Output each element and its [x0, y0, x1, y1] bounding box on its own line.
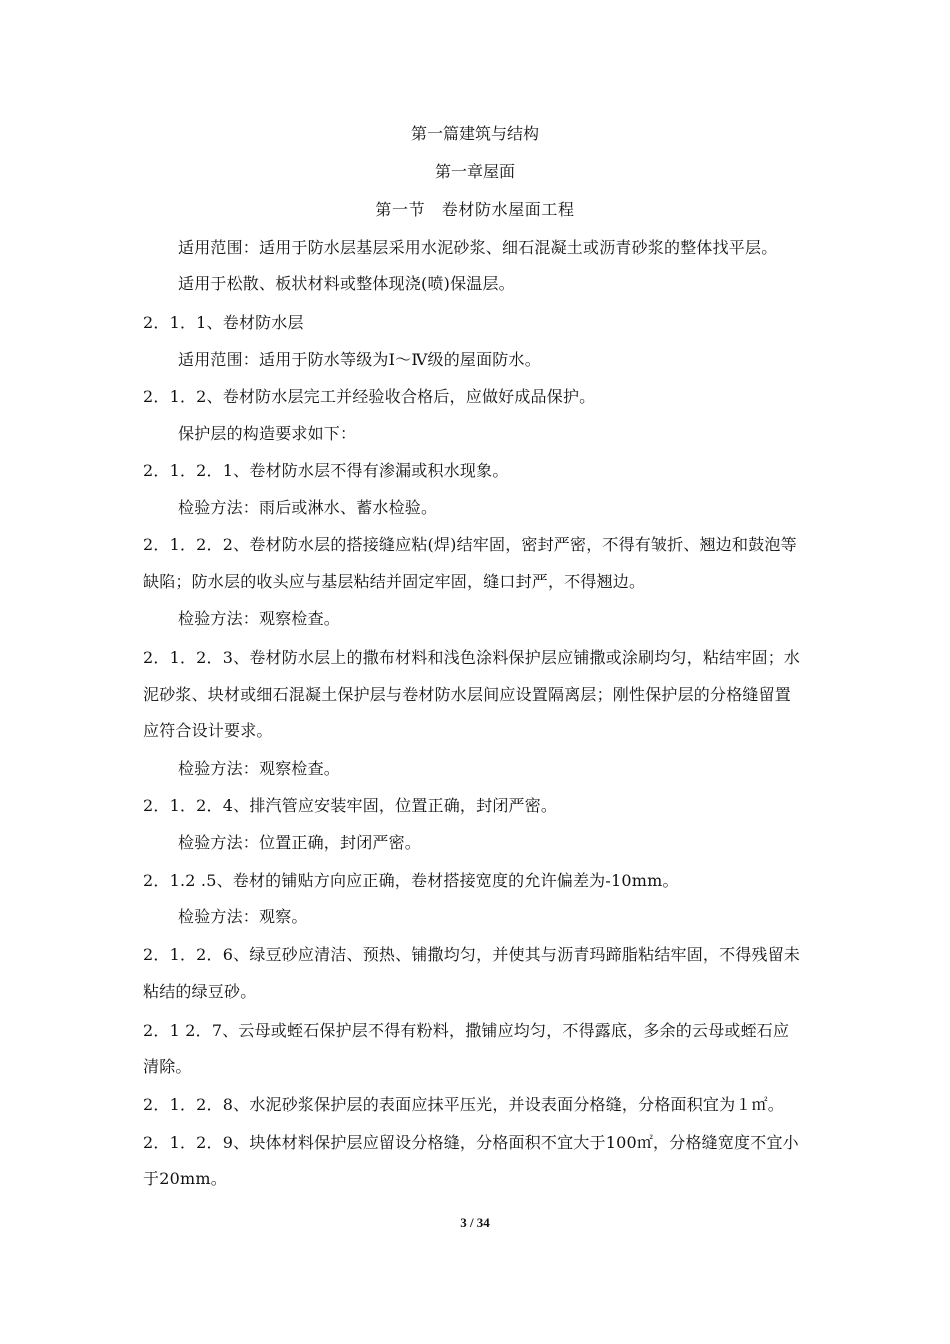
- paragraph-line: 适用范围：适用于防水等级为Ⅰ～Ⅳ级的屋面防水。: [178, 350, 541, 369]
- inspection-method: 检验方法：观察检查。: [178, 759, 341, 778]
- clause-continuation: 应符合设计要求。: [143, 721, 273, 740]
- clause-continuation: 泥砂浆、块材或细石混凝土保护层与卷材防水层间应设置隔离层；刚性保护层的分格缝留置: [143, 685, 792, 704]
- page-number: 3 / 34: [460, 1215, 490, 1230]
- clause-continuation: 缺陷；防水层的收头应与基层粘结并固定牢固，缝口封严，不得翘边。: [143, 572, 646, 591]
- part-title: 第一篇建筑与结构: [410, 124, 539, 143]
- inspection-method: 检验方法：观察。: [178, 907, 308, 926]
- inspection-method: 检验方法：位置正确，封闭严密。: [178, 833, 422, 852]
- paragraph-line: 适用于松散、板状材料或整体现浇(喷)保温层。: [178, 274, 515, 293]
- clause-line: 2．1.2 .5、卷材的铺贴方向应正确，卷材搭接宽度的允许偏差为-10mm。: [143, 871, 679, 890]
- clause-line: 2．1 2．7、云母或蛭石保护层不得有粉料，撒铺应均匀，不得露底，多余的云母或蛭石应: [143, 1021, 790, 1040]
- clause-line: 2．1．2、卷材防水层完工并经验收合格后，应做好成品保护。: [143, 387, 596, 406]
- clause-continuation: 清除。: [143, 1057, 192, 1076]
- clause-line: 2．1．2．8、水泥砂浆保护层的表面应抹平压光，并设表面分格缝，分格面积宜为１㎡。: [143, 1095, 784, 1114]
- clause-line: 2．1．2．3、卷材防水层上的撒布材料和浅色涂料保护层应铺撒或涂刷均匀，粘结牢固；水: [143, 648, 801, 667]
- clause-line: 2．1．2．9、块体材料保护层应留设分格缝，分格面积不宜大于100㎡，分格缝宽度不宜小: [143, 1133, 799, 1152]
- clause-line: 2．1．2．2、卷材防水层的搭接缝应粘(焊)结牢固，密封严密，不得有皱折、翘边和鼓泡等: [143, 535, 797, 554]
- paragraph-line: 保护层的构造要求如下：: [178, 424, 357, 443]
- clause-line: 2．1．2．6、绿豆砂应清洁、预热、铺撒均匀，并使其与沥青玛蹄脂粘结牢固，不得残留未: [143, 945, 801, 964]
- paragraph-line: 适用范围：适用于防水层基层采用水泥砂浆、细石混凝土或沥青砂浆的整体找平层。: [178, 238, 778, 257]
- section-title: 第一节 卷材防水屋面工程: [375, 200, 575, 219]
- inspection-method: 检验方法：观察检查。: [178, 609, 341, 628]
- clause-continuation: 粘结的绿豆砂。: [143, 982, 257, 1001]
- clause-line: 2．1．2．4、排汽管应安装牢固，位置正确，封闭严密。: [143, 796, 558, 815]
- clause-line: 2．1．2．1、卷材防水层不得有渗漏或积水现象。: [143, 461, 509, 480]
- clause-heading: 2．1．1、卷材防水层: [143, 313, 304, 332]
- clause-continuation: 于20mm。: [143, 1169, 227, 1188]
- inspection-method: 检验方法：雨后或淋水、蓄水检验。: [178, 498, 438, 517]
- chapter-title: 第一章屋面: [434, 162, 515, 181]
